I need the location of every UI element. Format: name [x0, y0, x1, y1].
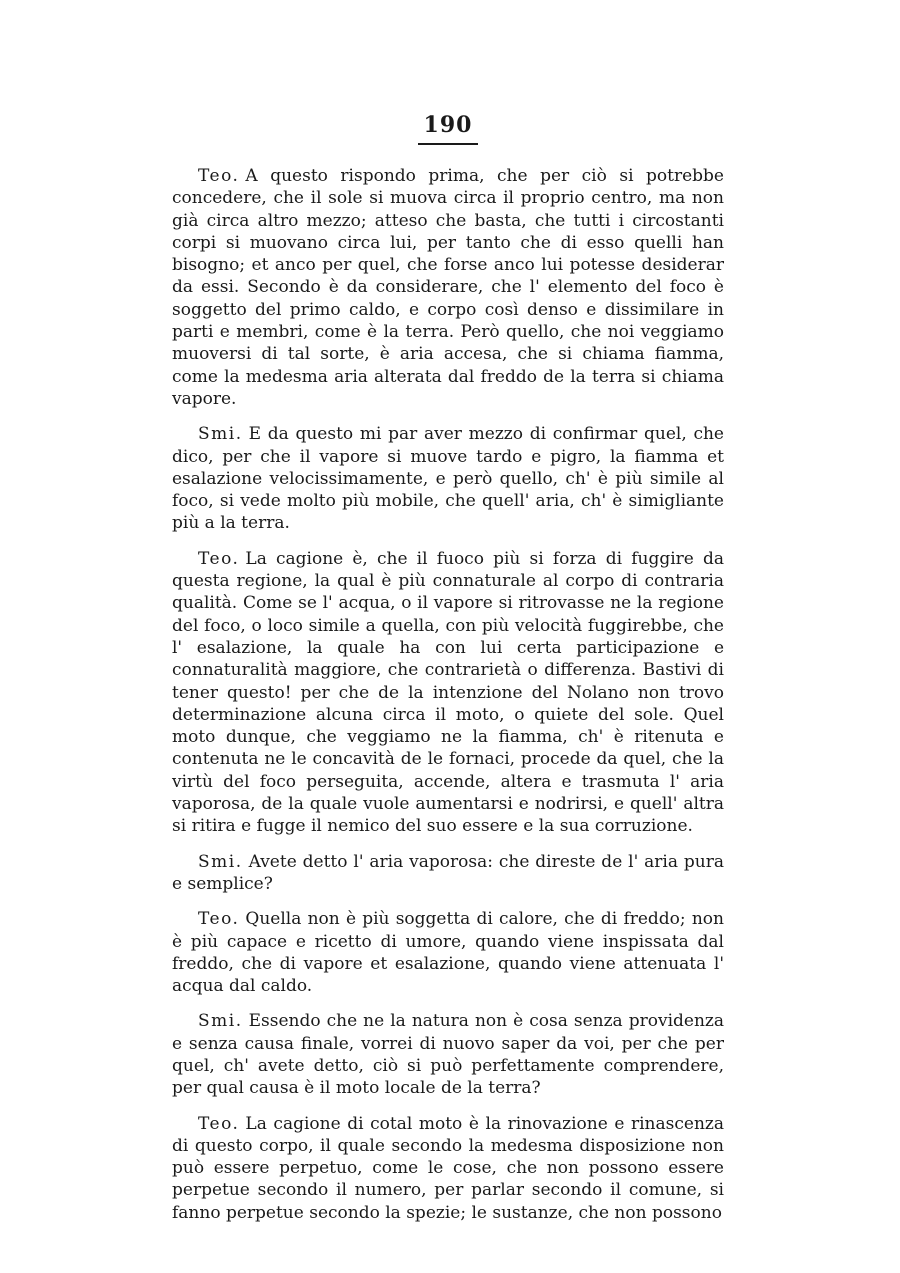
speaker-label: Smi.	[198, 851, 243, 872]
paragraph-text: A questo rispondo prima, che per ciò si potrebbe concedere, che il sole si muova circa il proprio centro, ma non già circa altro mezzo; atteso che basta, che tutti i circostanti corpi si muovano circa lui, per tanto che di esso quelli han bisogno; et anco per quel, che forse anco lui potesse desiderar da essi. Secondo è da considerare, che l' elemento del foco è soggetto del primo caldo, e corpo così denso e dissimilare in parti e membri, come è la terra. Però quello, che noi veggiamo muoversi di tal sorte, è aria accesa, che si chiama fiamma, come la medesma aria alterata dal freddo de la terra si chiama vapore.	[172, 166, 724, 409]
paragraph-text: La cagione di cotal moto è la rinovazione e rinascenza di questo corpo, il quale secondo la medesma disposizione non può essere perpetuo, come le cose, che non possono essere perpetue secondo il numero, per parlar secondo il comune, si fanno perpetue secondo la spezie; le sustanze, che non possono	[172, 1113, 724, 1223]
speaker-label: Teo.	[198, 166, 240, 186]
paragraph-text: Quella non è più soggetta di calore, che di freddo; non è più capace e ricetto di umore, quando viene inspissata dal freddo, che di vapore et esalazione, quando viene attenuata l' acqua dal caldo.	[172, 909, 724, 997]
paragraph-text: Essendo che ne la natura non è cosa senza providenza e senza causa finale, vorrei di nuovo saper da voi, per che per quel, ch' avete detto, ciò si può perfettamente comprendere, per qual causa è il moto locale de la terra?	[172, 1011, 724, 1099]
page-number: 190	[172, 112, 724, 145]
dialogue-paragraph	[172, 423, 724, 534]
speaker-label: Teo.	[198, 1113, 240, 1134]
book-page	[172, 112, 724, 1237]
speaker-label: Teo.	[198, 909, 240, 930]
dialogue-paragraph	[172, 1113, 724, 1224]
paragraph-text: E da questo mi par aver mezzo di confirmar quel, che dico, per che il vapore si muove tardo e pigro, la fiamma et esalazione velocissimamente, e però quello, ch' è più simile al foco, si vede molto più mobile, che quell' aria, ch' è simigliante più a la terra.	[172, 424, 724, 534]
dialogue-paragraph	[172, 1010, 724, 1099]
dialogue-paragraph	[172, 548, 724, 838]
dialogue-paragraph	[172, 851, 724, 896]
speaker-label: Smi.	[198, 424, 243, 445]
dialogue-paragraph	[172, 165, 724, 410]
paragraph-text: La cagione è, che il fuoco più si forza di fuggire da questa regione, la qual è più connaturale al corpo di contraria qualità. Come se l' acqua, o il vapore si ritrovasse ne la regione del foco, o loco simile a quella, con più velocità fuggirebbe, che l' esalazione, la quale ha con lui certa participazione e connaturalità maggiore, che contrarietà o differenza. Bastivi di tener questo! per che de la intenzione del Nolano non trovo determinazione alcuna circa il moto, o quiete del sole. Quel moto dunque, che veggiamo ne la fiamma, ch' è ritenuta e contenuta ne le concavità de le fornaci, procede da quel, che la virtù del foco perseguita, accende, altera e trasmuta l' aria vaporosa, de la quale vuole aumentarsi e nodrirsi, e quell' altra si ritira e fugge il nemico del suo essere e la sua corruzione.	[172, 548, 724, 837]
speaker-label: Smi.	[198, 1011, 243, 1032]
dialogue-paragraph	[172, 908, 724, 997]
speaker-label: Teo.	[198, 548, 240, 569]
paragraph-text: Avete detto l' aria vaporosa: che direste de l' aria pura e semplice?	[172, 851, 724, 894]
